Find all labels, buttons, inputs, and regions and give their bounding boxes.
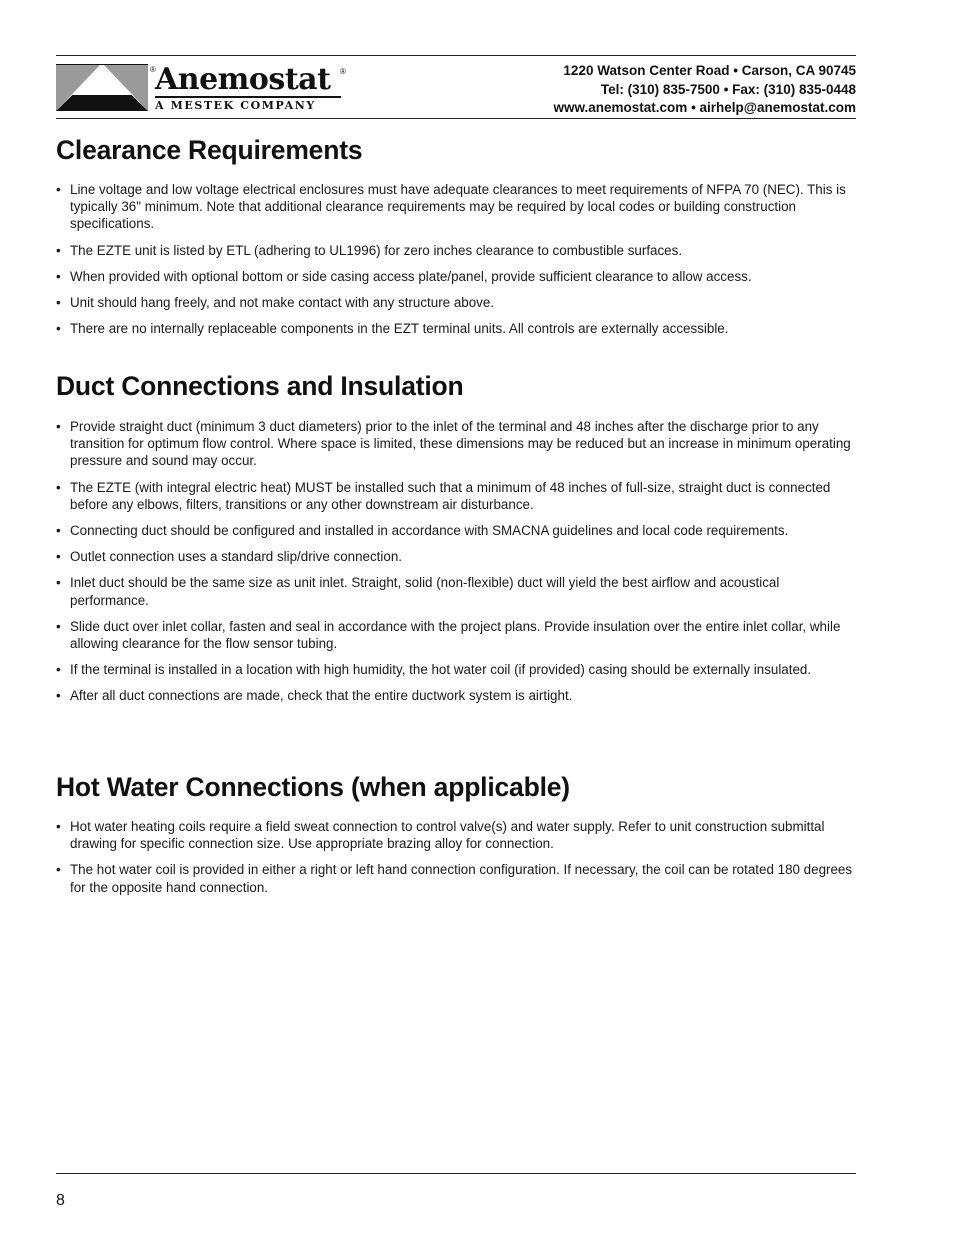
section-title: Clearance Requirements	[56, 135, 363, 165]
contact-web-email: www.anemostat.com • airhelp@anemostat.com	[553, 100, 856, 115]
section-clearance	[56, 134, 856, 346]
company-logo	[56, 64, 356, 112]
registered-mark-2: ®	[340, 67, 346, 76]
logo-mark-icon	[56, 64, 148, 111]
brand-underline	[155, 96, 341, 98]
list-item: • Line voltage and low voltage electrical enclosures must have adequate clearances to meet requirements of NFPA 70 (NEC). This is typically 36" minimum. Note that additional clearance requirements may be required by local codes or building construction specifications.	[56, 181, 856, 233]
list-item: • Inlet duct should be the same size as unit inlet. Straight, solid (non-flexible) duct will yield the best airflow and acoustical performance.	[56, 574, 856, 608]
page-number: 8	[56, 1192, 65, 1209]
contact-address: 1220 Watson Center Road • Carson, CA 90745	[563, 63, 856, 78]
bullet-list	[56, 818, 856, 896]
section-title: Duct Connections and Insulation	[56, 371, 464, 401]
contact-phone-fax: Tel: (310) 835-7500 • Fax: (310) 835-0448	[600, 81, 856, 97]
list-item: • Unit should hang freely, and not make contact with any structure above.	[56, 294, 856, 311]
list-item: • Hot water heating coils require a field sweat connection to control valve(s) and water supply. Refer to unit construction submittal drawing for specific connection size. Use appropriate brazing alloy for connection.	[56, 818, 856, 852]
list-item: • Slide duct over inlet collar, fasten and seal in accordance with the project plans. Provide insulation over the entire inlet collar, while allowing clearance for the flow sensor tubing.	[56, 618, 856, 652]
bullet-list	[56, 181, 856, 337]
section-hot-water	[56, 771, 856, 905]
brand-name: Anemostat	[155, 62, 331, 97]
header-top-rule	[56, 55, 856, 56]
list-item: • The EZTE unit is listed by ETL (adhering to UL1996) for zero inches clearance to combustible surfaces.	[56, 242, 856, 259]
header-bottom-rule	[56, 118, 856, 119]
list-item: • There are no internally replaceable components in the EZT terminal units. All controls are externally accessible.	[56, 320, 856, 337]
list-item: • When provided with optional bottom or side casing access plate/panel, provide sufficient clearance to allow access.	[56, 268, 856, 285]
list-item: • The EZTE (with integral electric heat) MUST be installed such that a minimum of 48 inches of full-size, straight duct is connected before any elbows, filters, transitions or any other downstream air disturbance.	[56, 479, 856, 513]
section-title: Hot Water Connections (when applicable)	[56, 772, 570, 802]
footer-rule	[56, 1173, 856, 1174]
list-item: • Connecting duct should be configured and installed in accordance with SMACNA guidelines and local code requirements.	[56, 522, 856, 539]
registered-mark: ®	[150, 65, 156, 74]
bullet-list	[56, 418, 856, 705]
list-item: • Provide straight duct (minimum 3 duct diameters) prior to the inlet of the terminal and 48 inches after the discharge prior to any transition for optimum flow control. Where space is limited, these dimensions may be reduced but an increase in minimum operating pressure and sound may occur.	[56, 418, 856, 470]
list-item: • After all duct connections are made, check that the entire ductwork system is airtight.	[56, 687, 856, 704]
list-item: • If the terminal is installed in a location with high humidity, the hot water coil (if provided) casing should be externally insulated.	[56, 661, 856, 678]
list-item: • Outlet connection uses a standard slip/drive connection.	[56, 548, 856, 565]
list-item: • The hot water coil is provided in either a right or left hand connection configuration. If necessary, the coil can be rotated 180 degrees for the opposite hand connection.	[56, 861, 856, 895]
section-duct-connections	[56, 370, 856, 714]
contact-block	[554, 62, 856, 118]
brand-tagline: A MESTEK COMPANY	[155, 99, 316, 112]
